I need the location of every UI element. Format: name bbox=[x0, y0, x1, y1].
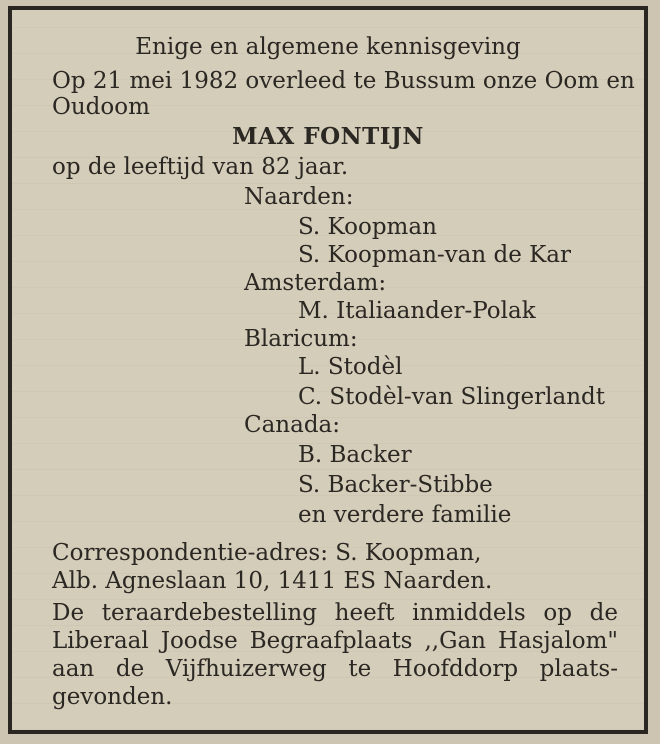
death-notice-box bbox=[8, 6, 648, 734]
relative-name: M. Italiaander-Polak bbox=[298, 298, 536, 324]
funeral-line-4: gevonden. bbox=[52, 684, 173, 710]
funeral-line-1 bbox=[52, 600, 618, 626]
relative-name: C. Stodèl-van Slingerlandt bbox=[298, 384, 605, 410]
deceased-name: MAX FONTIJN bbox=[232, 123, 424, 150]
funeral-text: aan de Vijfhuizerweg te Hoofddorp plaats- bbox=[52, 656, 618, 682]
intro-line-1: Op 21 mei 1982 overleed te Bussum onze Oom en bbox=[52, 68, 635, 94]
relative-name: L. Stodèl bbox=[298, 354, 403, 380]
relative-place-amsterdam: Amsterdam: bbox=[244, 270, 387, 296]
intro-line-2: Oudoom bbox=[52, 94, 150, 120]
relative-name: S. Koopman bbox=[298, 214, 437, 240]
correspondence-line-2: Alb. Agneslaan 10, 1411 ES Naarden. bbox=[52, 568, 493, 594]
funeral-text: De teraardebestelling heeft inmiddels op de bbox=[52, 600, 618, 626]
age-line: op de leeftijd van 82 jaar. bbox=[52, 154, 349, 180]
relative-name: S. Koopman-van de Kar bbox=[298, 242, 572, 268]
correspondence-line-1: Correspondentie-adres: S. Koopman, bbox=[52, 540, 482, 566]
relative-name: B. Backer bbox=[298, 442, 412, 468]
funeral-line-2 bbox=[52, 628, 618, 654]
funeral-line-3 bbox=[52, 656, 618, 682]
funeral-text: Liberaal Joodse Begraafplaats ,,Gan Hasjalom" bbox=[52, 628, 618, 654]
other-family: en verdere familie bbox=[298, 502, 512, 528]
notice-heading: Enige en algemene kennisgeving bbox=[135, 34, 521, 60]
relative-name: S. Backer-Stibbe bbox=[298, 472, 493, 498]
relative-place-canada: Canada: bbox=[244, 412, 341, 438]
relative-place-blaricum: Blaricum: bbox=[244, 326, 358, 352]
relative-place-naarden: Naarden: bbox=[244, 184, 354, 210]
